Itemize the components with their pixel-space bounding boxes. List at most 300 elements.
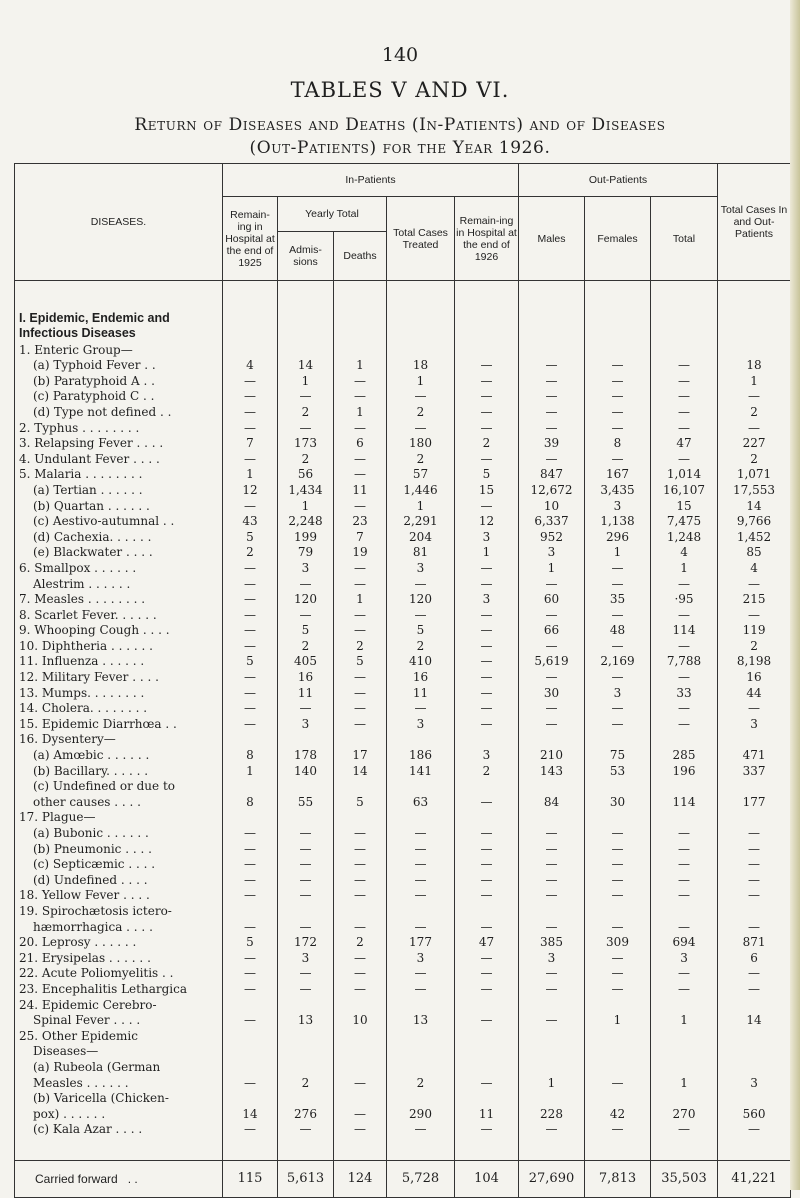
- cell-deaths: 1: [334, 403, 387, 419]
- cell-remaining-1926: —: [455, 419, 519, 435]
- cell-grand-total: 471: [718, 746, 791, 762]
- table-row: [15, 980, 791, 996]
- cell-males: 1: [519, 559, 585, 575]
- cell-remaining-1925: 14: [223, 1105, 278, 1121]
- cell-out-total: —: [651, 824, 718, 840]
- cell-remaining-1925: [223, 902, 278, 918]
- cell-females: —: [585, 965, 651, 981]
- cell-admissions: 2,248: [278, 513, 334, 529]
- cell-remaining-1925: —: [223, 887, 278, 903]
- cell-admissions: 178: [278, 746, 334, 762]
- table-row: [15, 996, 791, 1012]
- cell-remaining-1926: —: [455, 965, 519, 981]
- cell-remaining-1925: —: [223, 949, 278, 965]
- cell-grand-total: 215: [718, 591, 791, 607]
- cell-out-total: —: [651, 388, 718, 404]
- cell-out-total: [651, 809, 718, 825]
- table-row: [15, 622, 791, 638]
- cell-grand-total: —: [718, 871, 791, 887]
- cell-males: —: [519, 871, 585, 887]
- table-row: [15, 497, 791, 513]
- total-remaining-1926: 104: [455, 1161, 519, 1198]
- cell-males: 39: [519, 435, 585, 451]
- cell-males: [519, 1027, 585, 1043]
- disease-name: (b) Pneumonic . . . .: [15, 840, 223, 856]
- cell-admissions: 16: [278, 668, 334, 684]
- cell-deaths: —: [334, 622, 387, 638]
- subtitle-line-2: (Out-Patients) for the Year 1926.: [249, 138, 551, 158]
- diseases-header: DISEASES.: [15, 164, 223, 281]
- cell-males: 210: [519, 746, 585, 762]
- cell-males: —: [519, 715, 585, 731]
- cell-total-treated: [387, 996, 455, 1012]
- table-row: [15, 762, 791, 778]
- cell-admissions: [278, 1090, 334, 1106]
- table-row: [15, 731, 791, 747]
- cell-admissions: —: [278, 840, 334, 856]
- cell-total-treated: 204: [387, 528, 455, 544]
- cell-females: [585, 1027, 651, 1043]
- cell-admissions: 1: [278, 372, 334, 388]
- cell-remaining-1925: —: [223, 637, 278, 653]
- cell-admissions: —: [278, 606, 334, 622]
- cell-admissions: 3: [278, 559, 334, 575]
- cell-remaining-1926: —: [455, 840, 519, 856]
- cell-females: —: [585, 856, 651, 872]
- cell-remaining-1926: —: [455, 824, 519, 840]
- disease-name: (c) Paratyphoid C . .: [15, 388, 223, 404]
- subtitle-line-1: Return of Diseases and Deaths (In-Patients) and of Diseases: [134, 115, 666, 135]
- cell-out-total: 4: [651, 544, 718, 560]
- deaths-header: Deaths: [334, 232, 387, 281]
- cell-males: —: [519, 450, 585, 466]
- table-row: [15, 481, 791, 497]
- cell-males: 60: [519, 591, 585, 607]
- cell-out-total: [651, 778, 718, 794]
- cell-females: 167: [585, 466, 651, 482]
- cell-deaths: [334, 1058, 387, 1074]
- disease-name: 18. Yellow Fever . . . .: [15, 887, 223, 903]
- cell-females: [585, 1090, 651, 1106]
- page-edge: [790, 0, 800, 1190]
- out-total-header: Total: [651, 197, 718, 281]
- cell-admissions: [278, 1043, 334, 1059]
- cell-admissions: —: [278, 871, 334, 887]
- cell-deaths: 14: [334, 762, 387, 778]
- cell-grand-total: 85: [718, 544, 791, 560]
- yearly-total-header: Yearly Total: [278, 197, 387, 232]
- cell-remaining-1926: 2: [455, 435, 519, 451]
- cell-remaining-1926: 12: [455, 513, 519, 529]
- cell-total-treated: 1,446: [387, 481, 455, 497]
- cell-deaths: [334, 902, 387, 918]
- cell-remaining-1925: [223, 1058, 278, 1074]
- cell-deaths: —: [334, 1121, 387, 1137]
- cell-total-treated: 2,291: [387, 513, 455, 529]
- cell-remaining-1926: —: [455, 403, 519, 419]
- total-out: 35,503: [651, 1161, 718, 1198]
- cell-remaining-1925: [223, 1043, 278, 1059]
- cell-out-total: 16,107: [651, 481, 718, 497]
- cell-grand-total: 1,071: [718, 466, 791, 482]
- cell-deaths: —: [334, 497, 387, 513]
- cell-remaining-1926: [455, 731, 519, 747]
- cell-remaining-1926: 47: [455, 934, 519, 950]
- cell-total-treated: 2: [387, 403, 455, 419]
- cell-females: —: [585, 887, 651, 903]
- cell-females: —: [585, 450, 651, 466]
- cell-out-total: 3: [651, 949, 718, 965]
- cell-remaining-1925: —: [223, 388, 278, 404]
- cell-deaths: —: [334, 684, 387, 700]
- cell-out-total: 694: [651, 934, 718, 950]
- cell-deaths: —: [334, 887, 387, 903]
- disease-name: 19. Spirochætosis ictero-: [15, 902, 223, 918]
- cell-remaining-1926: —: [455, 450, 519, 466]
- cell-females: 75: [585, 746, 651, 762]
- cell-out-total: [651, 1043, 718, 1059]
- cell-admissions: 120: [278, 591, 334, 607]
- cell-deaths: [334, 731, 387, 747]
- table-row: [15, 965, 791, 981]
- cell-out-total: —: [651, 637, 718, 653]
- cell-deaths: —: [334, 856, 387, 872]
- cell-out-total: 285: [651, 746, 718, 762]
- diseases-table: [14, 163, 791, 1198]
- cell-total-treated: 290: [387, 1105, 455, 1121]
- cell-remaining-1926: [455, 902, 519, 918]
- cell-females: —: [585, 559, 651, 575]
- table-row: [15, 700, 791, 716]
- disease-name: (d) Cachexia. . . . . .: [15, 528, 223, 544]
- cell-remaining-1926: —: [455, 637, 519, 653]
- cell-out-total: [651, 902, 718, 918]
- cell-out-total: 270: [651, 1105, 718, 1121]
- table-row: [15, 1105, 791, 1121]
- cell-remaining-1925: [223, 996, 278, 1012]
- table-row: [15, 1090, 791, 1106]
- disease-name: 15. Epidemic Diarrhœa . .: [15, 715, 223, 731]
- cell-total-treated: [387, 1043, 455, 1059]
- cell-grand-total: 4: [718, 559, 791, 575]
- cell-females: [585, 996, 651, 1012]
- cell-remaining-1925: 1: [223, 466, 278, 482]
- cell-remaining-1925: [223, 1027, 278, 1043]
- cell-males: [519, 996, 585, 1012]
- cell-total-treated: —: [387, 824, 455, 840]
- cell-females: —: [585, 980, 651, 996]
- cell-males: —: [519, 403, 585, 419]
- cell-grand-total: [718, 1090, 791, 1106]
- cell-remaining-1925: 8: [223, 746, 278, 762]
- table-row: [15, 435, 791, 451]
- cell-females: 8: [585, 435, 651, 451]
- cell-remaining-1925: —: [223, 419, 278, 435]
- cell-deaths: —: [334, 388, 387, 404]
- cell-deaths: [334, 1043, 387, 1059]
- cell-deaths: —: [334, 575, 387, 591]
- cell-grand-total: 2: [718, 637, 791, 653]
- cell-admissions: 1: [278, 497, 334, 513]
- cell-admissions: 11: [278, 684, 334, 700]
- cell-out-total: —: [651, 1121, 718, 1137]
- cell-remaining-1925: —: [223, 871, 278, 887]
- cell-females: 309: [585, 934, 651, 950]
- cell-remaining-1925: —: [223, 668, 278, 684]
- table-row: [15, 606, 791, 622]
- disease-name: (e) Blackwater . . . .: [15, 544, 223, 560]
- cell-females: —: [585, 949, 651, 965]
- table-row: [15, 887, 791, 903]
- cell-total-treated: —: [387, 840, 455, 856]
- cell-males: [519, 731, 585, 747]
- total-treated: 5,728: [387, 1161, 455, 1198]
- table-row: [15, 637, 791, 653]
- cell-admissions: —: [278, 419, 334, 435]
- disease-name: 20. Leprosy . . . . . .: [15, 934, 223, 950]
- cell-remaining-1925: —: [223, 715, 278, 731]
- table-row: [15, 778, 791, 794]
- cell-total-treated: —: [387, 419, 455, 435]
- cell-total-treated: 120: [387, 591, 455, 607]
- table-row: [15, 372, 791, 388]
- cell-grand-total: —: [718, 980, 791, 996]
- cell-out-total: —: [651, 856, 718, 872]
- cell-admissions: —: [278, 575, 334, 591]
- cell-deaths: [334, 341, 387, 357]
- cell-total-treated: 177: [387, 934, 455, 950]
- cell-out-total: 1,014: [651, 466, 718, 482]
- cell-total-treated: 2: [387, 1074, 455, 1090]
- remaining-1926-header: Remain-ing in Hospital at the end of 1926: [455, 197, 519, 281]
- cell-females: [585, 778, 651, 794]
- cell-deaths: 10: [334, 1012, 387, 1028]
- total-males: 27,690: [519, 1161, 585, 1198]
- table-row: [15, 934, 791, 950]
- cell-admissions: 3: [278, 949, 334, 965]
- cell-admissions: 2: [278, 450, 334, 466]
- cell-out-total: 47: [651, 435, 718, 451]
- cell-remaining-1925: —: [223, 700, 278, 716]
- cell-males: —: [519, 606, 585, 622]
- cell-females: —: [585, 419, 651, 435]
- cell-deaths: 11: [334, 481, 387, 497]
- cell-males: 5,619: [519, 653, 585, 669]
- disease-name: (c) Kala Azar . . . .: [15, 1121, 223, 1137]
- cell-total-treated: 1: [387, 372, 455, 388]
- cell-males: 6,337: [519, 513, 585, 529]
- cell-males: —: [519, 1012, 585, 1028]
- cell-total-treated: —: [387, 887, 455, 903]
- cell-grand-total: [718, 1027, 791, 1043]
- table-row: [15, 419, 791, 435]
- disease-name: (a) Bubonic . . . . . .: [15, 824, 223, 840]
- cell-males: 143: [519, 762, 585, 778]
- cell-males: —: [519, 824, 585, 840]
- cell-total-treated: 13: [387, 1012, 455, 1028]
- cell-deaths: —: [334, 419, 387, 435]
- carried-forward-label: Carried forward . .: [15, 1161, 223, 1198]
- cell-grand-total: [718, 341, 791, 357]
- cell-admissions: 1,434: [278, 481, 334, 497]
- cell-males: —: [519, 1121, 585, 1137]
- total-grand: 41,221: [718, 1161, 791, 1198]
- cell-admissions: 140: [278, 762, 334, 778]
- cell-remaining-1925: —: [223, 1074, 278, 1090]
- cell-deaths: —: [334, 1074, 387, 1090]
- cell-total-treated: —: [387, 700, 455, 716]
- cell-females: 296: [585, 528, 651, 544]
- page-subtitle: [0, 114, 800, 160]
- cell-deaths: —: [334, 980, 387, 996]
- cell-grand-total: 17,553: [718, 481, 791, 497]
- cell-total-treated: —: [387, 388, 455, 404]
- cell-out-total: —: [651, 372, 718, 388]
- cell-remaining-1926: [455, 341, 519, 357]
- cell-grand-total: [718, 1043, 791, 1059]
- cell-admissions: 2: [278, 403, 334, 419]
- cell-grand-total: 2: [718, 450, 791, 466]
- cell-remaining-1926: —: [455, 668, 519, 684]
- page-title: TABLES V AND VI.: [290, 78, 510, 102]
- cell-females: 42: [585, 1105, 651, 1121]
- cell-admissions: 199: [278, 528, 334, 544]
- table-row: [15, 856, 791, 872]
- cell-females: 35: [585, 591, 651, 607]
- cell-grand-total: —: [718, 388, 791, 404]
- cell-remaining-1925: 12: [223, 481, 278, 497]
- cell-out-total: [651, 1090, 718, 1106]
- cell-remaining-1926: —: [455, 918, 519, 934]
- disease-name: Diseases—: [15, 1043, 223, 1059]
- cell-remaining-1926: —: [455, 856, 519, 872]
- cell-total-treated: 57: [387, 466, 455, 482]
- table-row: [15, 559, 791, 575]
- cell-deaths: —: [334, 965, 387, 981]
- disease-name: 8. Scarlet Fever. . . . . .: [15, 606, 223, 622]
- cell-males: [519, 1058, 585, 1074]
- cell-remaining-1926: [455, 778, 519, 794]
- table-row: [15, 450, 791, 466]
- in-patients-header: In-Patients: [223, 164, 519, 197]
- cell-remaining-1925: 5: [223, 653, 278, 669]
- cell-remaining-1926: 3: [455, 528, 519, 544]
- cell-females: [585, 1058, 651, 1074]
- cell-remaining-1926: [455, 809, 519, 825]
- cell-females: [585, 1043, 651, 1059]
- disease-name: (b) Varicella (Chicken-: [15, 1090, 223, 1106]
- disease-name: (a) Amœbic . . . . . .: [15, 746, 223, 762]
- cell-total-treated: —: [387, 871, 455, 887]
- cell-grand-total: 560: [718, 1105, 791, 1121]
- disease-name: (b) Paratyphoid A . .: [15, 372, 223, 388]
- cell-total-treated: 63: [387, 793, 455, 809]
- table-row: [15, 902, 791, 918]
- table-row: [15, 918, 791, 934]
- cell-deaths: [334, 809, 387, 825]
- cell-total-treated: 3: [387, 949, 455, 965]
- cell-grand-total: 1: [718, 372, 791, 388]
- cell-remaining-1925: —: [223, 1121, 278, 1137]
- cell-males: 10: [519, 497, 585, 513]
- cell-total-treated: [387, 809, 455, 825]
- table-row: [15, 746, 791, 762]
- disease-name: 10. Diphtheria . . . . . .: [15, 637, 223, 653]
- carried-forward-row: [15, 1161, 791, 1198]
- cell-females: 30: [585, 793, 651, 809]
- cell-deaths: [334, 1090, 387, 1106]
- cell-females: —: [585, 357, 651, 373]
- cell-deaths: 7: [334, 528, 387, 544]
- cell-remaining-1926: [455, 1043, 519, 1059]
- cell-admissions: —: [278, 856, 334, 872]
- cell-remaining-1926: —: [455, 622, 519, 638]
- cell-remaining-1926: —: [455, 357, 519, 373]
- disease-name: 17. Plague—: [15, 809, 223, 825]
- cell-deaths: 5: [334, 793, 387, 809]
- cell-remaining-1926: 2: [455, 762, 519, 778]
- cell-out-total: —: [651, 450, 718, 466]
- cell-remaining-1925: —: [223, 918, 278, 934]
- cell-remaining-1926: 1: [455, 544, 519, 560]
- table-row: [15, 357, 791, 373]
- disease-name: other causes . . . .: [15, 793, 223, 809]
- cell-out-total: 196: [651, 762, 718, 778]
- page-number: 140: [381, 44, 419, 66]
- cell-total-treated: 81: [387, 544, 455, 560]
- cell-males: 952: [519, 528, 585, 544]
- cell-out-total: [651, 341, 718, 357]
- cell-admissions: 5: [278, 622, 334, 638]
- cell-admissions: 79: [278, 544, 334, 560]
- cell-remaining-1925: 5: [223, 934, 278, 950]
- table-row: [15, 544, 791, 560]
- cell-grand-total: —: [718, 606, 791, 622]
- cell-total-treated: 2: [387, 450, 455, 466]
- cell-out-total: 1: [651, 1074, 718, 1090]
- cell-total-treated: —: [387, 856, 455, 872]
- cell-males: 66: [519, 622, 585, 638]
- cell-total-treated: [387, 1058, 455, 1074]
- table-row: [15, 1027, 791, 1043]
- cell-remaining-1926: 5: [455, 466, 519, 482]
- cell-remaining-1926: [455, 1027, 519, 1043]
- cell-grand-total: 6: [718, 949, 791, 965]
- table-row: [15, 949, 791, 965]
- cell-males: —: [519, 668, 585, 684]
- disease-name: 22. Acute Poliomyelitis . .: [15, 965, 223, 981]
- disease-name: 6. Smallpox . . . . . .: [15, 559, 223, 575]
- cell-remaining-1926: —: [455, 700, 519, 716]
- cell-grand-total: —: [718, 700, 791, 716]
- cell-out-total: [651, 1027, 718, 1043]
- cell-out-total: —: [651, 668, 718, 684]
- cell-grand-total: —: [718, 1121, 791, 1137]
- cell-grand-total: [718, 996, 791, 1012]
- cell-total-treated: [387, 1027, 455, 1043]
- cell-out-total: —: [651, 357, 718, 373]
- cell-females: [585, 902, 651, 918]
- remaining-1925-header: Remain-ing in Hospital at the end of 1925: [223, 197, 278, 281]
- total-remaining-1925: 115: [223, 1161, 278, 1198]
- cell-females: 1: [585, 1012, 651, 1028]
- table-row: [15, 1074, 791, 1090]
- cell-males: 1: [519, 1074, 585, 1090]
- disease-name: 23. Encephalitis Lethargica: [15, 980, 223, 996]
- disease-name: 14. Cholera. . . . . . . .: [15, 700, 223, 716]
- cell-deaths: 23: [334, 513, 387, 529]
- disease-name: 2. Typhus . . . . . . . .: [15, 419, 223, 435]
